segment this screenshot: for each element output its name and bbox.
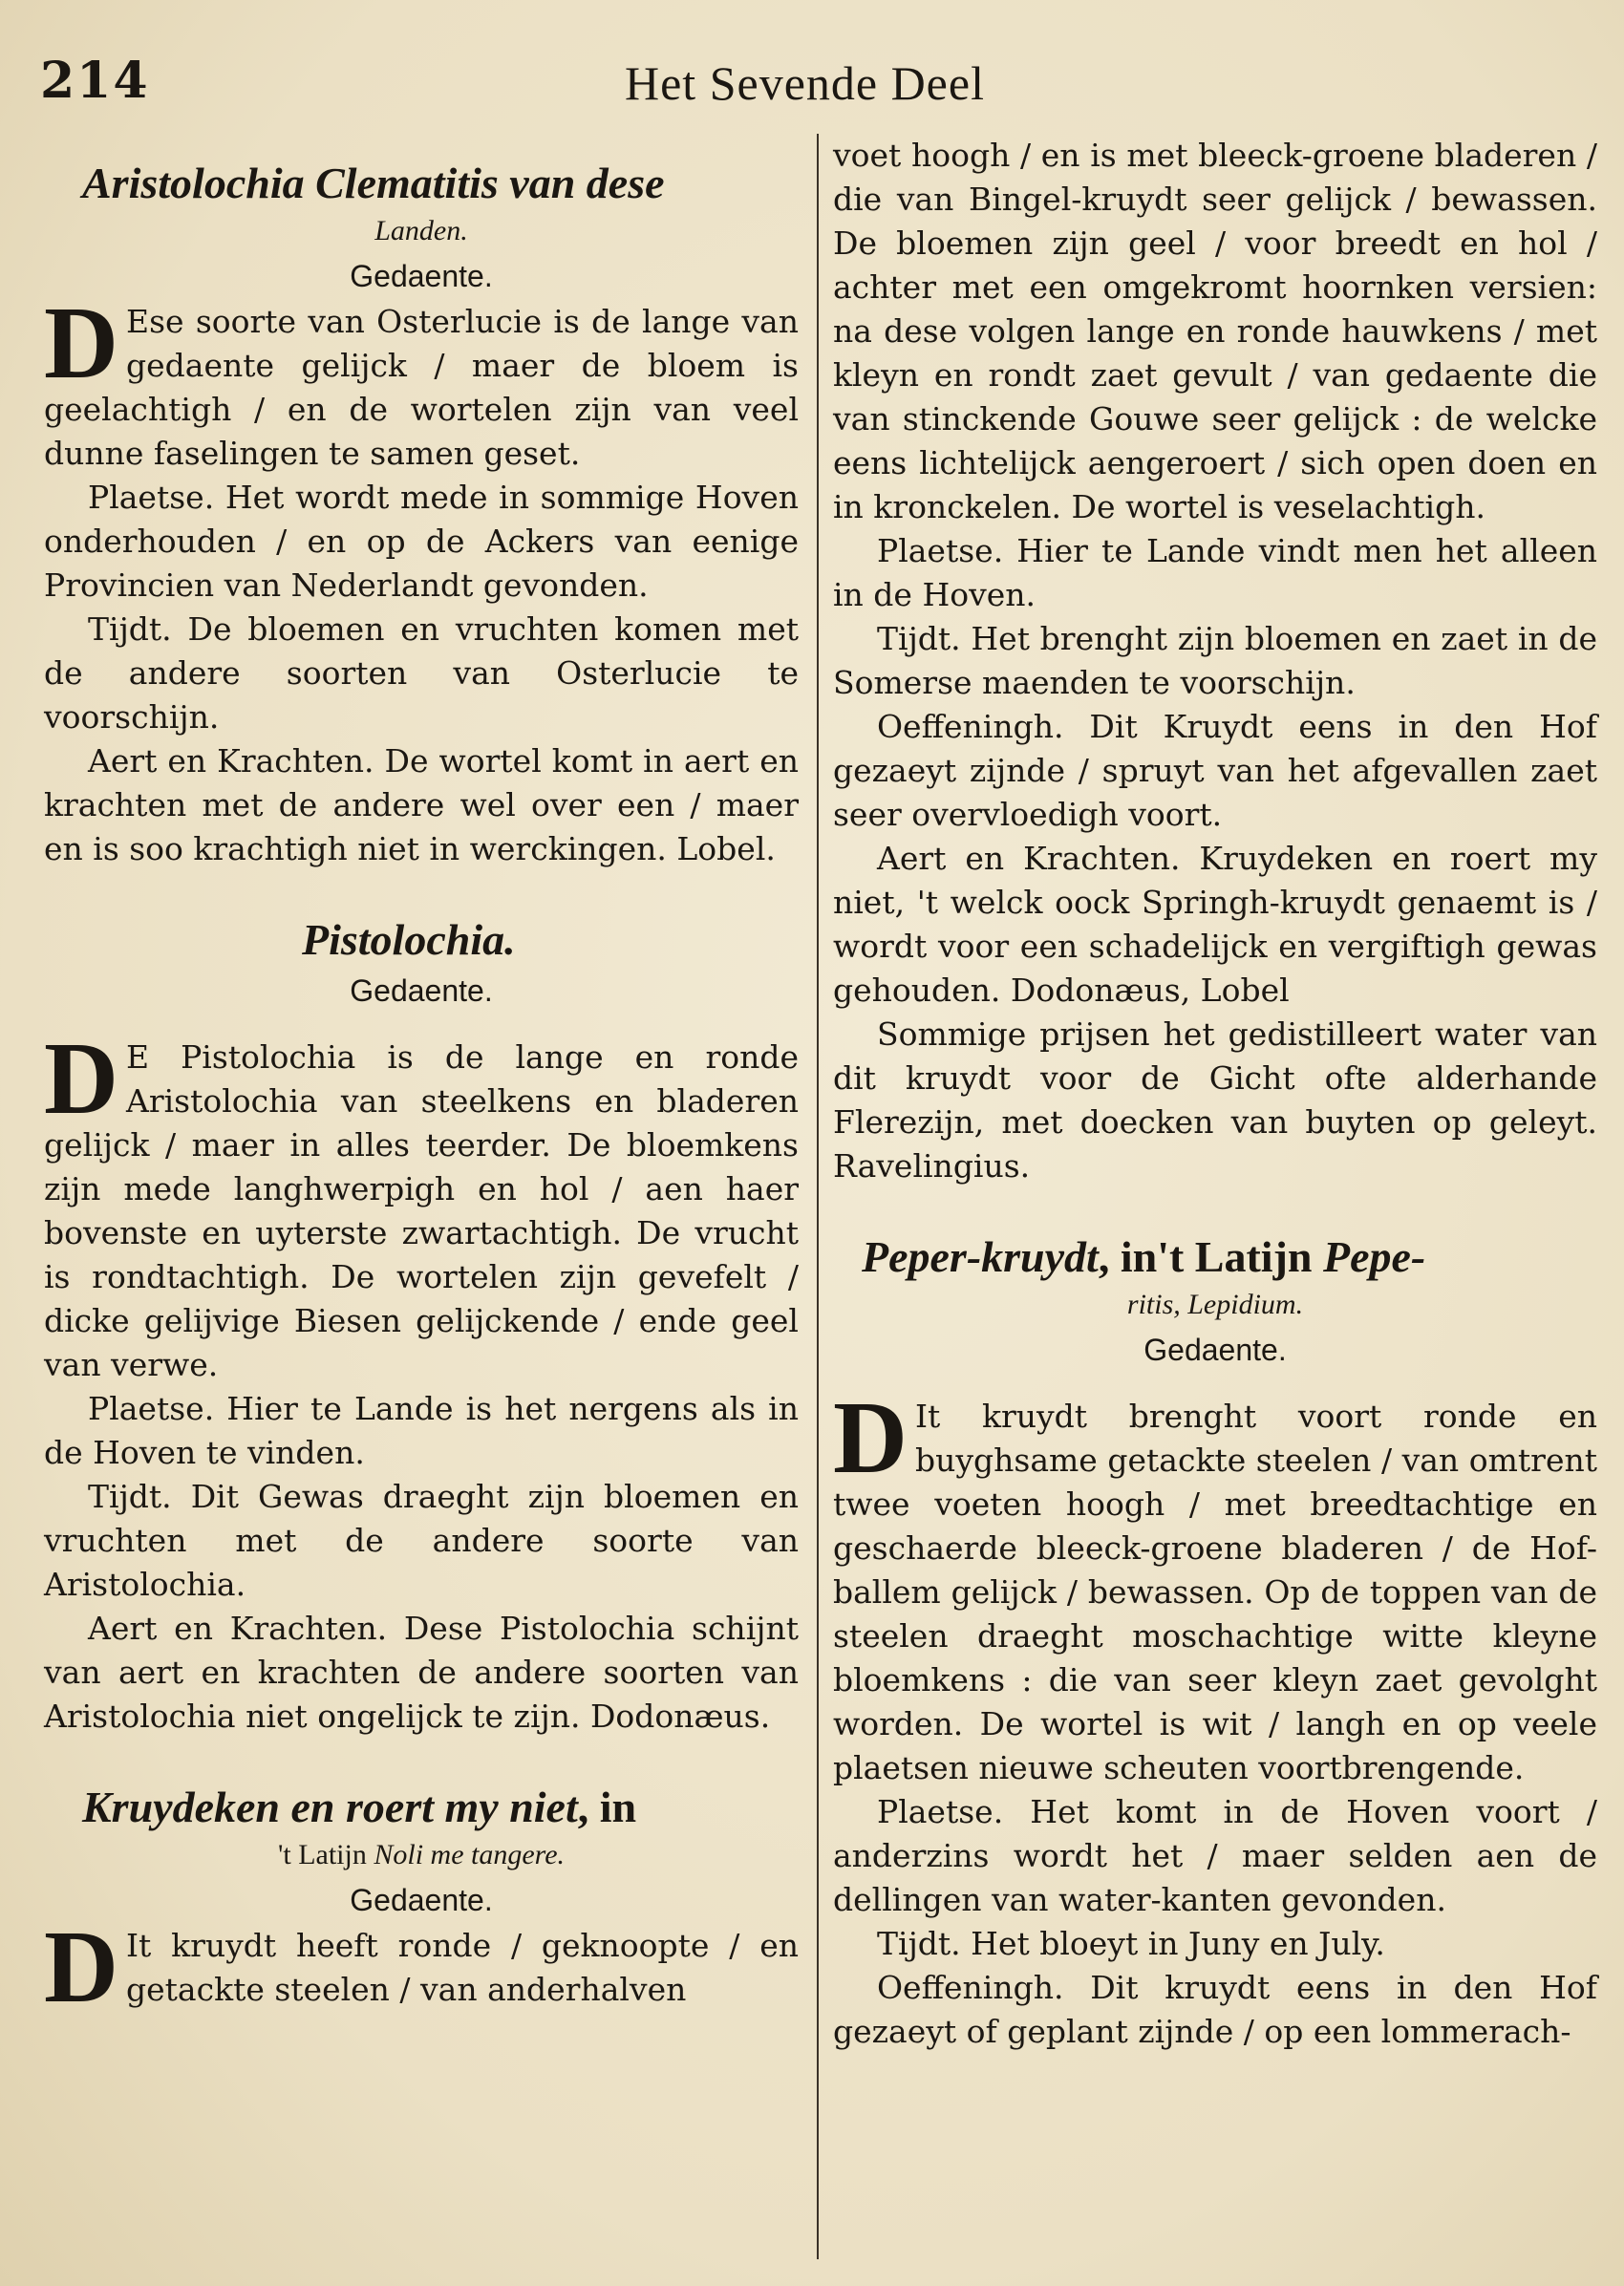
paragraph-description: D It kruydt brenght voort ronde en buyghsame getackte steelen / van omtrent twee voeten hoogh / met breedtachtige en geschaerde bleeck-groene bladeren / de Hof-ballem gelijck / bewassen. Op de toppen van de steelen draeght moschachtige witte kleyne bloemkens : die van seer kleyn zaet gevolght worden. De wortel is wit / langh en op veele plaetsen nieuwe scheuten voortbrengende. — [833, 1381, 1597, 1786]
paragraph-plaetse: Plaetse. Hier te Lande is het nergens als in de Hoven te vinden. — [44, 1390, 799, 1471]
running-title: Het Sevende Deel — [625, 56, 985, 110]
paragraph-description: D Ese soorte van Osterlucie is de lange van gedaente gelijck / maer de bloem is geelachtigh / en de wortelen zijn van veel dunne faselingen te samen geset. — [44, 287, 799, 472]
paragraph-aert-en-krachten: Aert en Krachten. De wortel komt in aert en krachten met de andere wel over een / maer en is soo krachtigh niet in werckingen. Lobel. — [44, 742, 799, 867]
paragraph-tijdt: Tijdt. De bloemen en vruchten komen met de andere soorten van Osterlucie te voorschijn. — [44, 610, 799, 736]
paragraph-gebruik: Sommige prijsen het gedistilleert water van dit kruydt voor de Gicht ofte alderhande Flerezijn, met doecken van buyten op geleyt. Ravelingius. — [833, 1015, 1597, 1185]
column-divider — [817, 134, 819, 2259]
article-subheading: Landen. — [374, 215, 468, 246]
paragraph-tijdt: Tijdt. Dit Gewas draeght zijn bloemen en vruchten met de andere soorte van Aristolochia. — [44, 1478, 799, 1603]
article-heading: Kruydeken en roert my niet, in — [82, 1783, 637, 1831]
section-label-gedaente: Gedaente. — [350, 259, 493, 293]
article-heading: Peper-kruydt, in't Latijn Pepe- — [862, 1232, 1426, 1281]
paragraph-tijdt: Tijdt. Het brenght zijn bloemen en zaet in de Somerse maenden te voorschijn. — [833, 620, 1597, 701]
paragraph-plaetse: Plaetse. Het wordt mede in sommige Hoven onderhouden / en op de Ackers van eenige Provincien van Nederlandt gevonden. — [44, 479, 799, 604]
article-kruydeken-continued — [833, 134, 1597, 1188]
left-column — [44, 134, 799, 2024]
article-peper-kruydt — [833, 1230, 1597, 2054]
paragraph-oeffeningh: Oeffeningh. Dit Kruydt eens in den Hof gezaeyt zijnde / spruyt van het afgevallen zaet seer overvloedigh voort. — [833, 708, 1597, 833]
paragraph-aert-en-krachten: Aert en Krachten. Dese Pistolochia schijnt van aert en krachten de andere soorten van Aristolochia niet ongelijck te zijn. Dodonæus. — [44, 1610, 799, 1735]
article-kruydeken-en-roert-my-niet — [44, 1781, 799, 2024]
article-subheading: 't Latijn Noli me tangere. — [277, 1839, 566, 1870]
drop-cap: D — [44, 1911, 118, 2024]
section-label-gedaente: Gedaente. — [1143, 1333, 1287, 1367]
drop-cap: D — [44, 1022, 118, 1136]
paragraph-description: D It kruydt heeft ronde / geknoopte / en getackte steelen / van anderhalven — [44, 1911, 799, 2024]
page-number: 214 — [40, 52, 150, 110]
paragraph-oeffeningh: Oeffeningh. Dit kruydt eens in den Hof gezaeyt of geplant zijnde / op een lommerach- — [833, 1969, 1597, 2050]
page-header — [23, 46, 1609, 132]
paragraph-description: D E Pistolochia is de lange en ronde Aristolochia van steelkens en bladeren gelijck / maer in alles teerder. De bloemkens zijn mede langhwerpigh en hol / aen haer bovenste en uyterste zwartachtigh. De vrucht is rondtachtigh. De wortelen zijn gevefelt / dicke gelijvige Biesen gelijckende / ende geel van verwe. — [44, 1022, 799, 1383]
article-heading: Pistolochia. — [302, 915, 516, 964]
paragraph-plaetse: Plaetse. Hier te Lande vindt men het alleen in de Hoven. — [833, 532, 1597, 613]
paragraph-tijdt: Tijdt. Het bloeyt in Juny en July. — [877, 1925, 1385, 1962]
right-column — [833, 134, 1597, 2054]
paragraph-plaetse: Plaetse. Het komt in de Hoven voort / anderzins wordt het / maer selden aen de dellingen van water-kanten gevonden. — [833, 1793, 1597, 1918]
section-label-gedaente: Gedaente. — [350, 973, 493, 1008]
drop-cap: D — [44, 287, 118, 400]
article-aristolochia-clematitis — [44, 134, 799, 871]
drop-cap: D — [833, 1381, 908, 1495]
paragraph-description-continued: voet hoogh / en is met bleeck-groene bladeren / die van Bingel-kruydt seer gelijck / bewassen. De bloemen zijn geel / voor breedt en hol / achter met een omgekromt hoornken versien: na dese volgen lange en ronde hauwkens / met kleyn en rondt zaet gevult / van gedaente die van stinckende Gouwe seer gelijck : de welcke eens lichtelijck aengeroert / sich open doen en in kronckelen. De wortel is veselachtigh. — [833, 137, 1597, 525]
paragraph-aert-en-krachten: Aert en Krachten. Kruydeken en roert my niet, 't welck oock Springh-kruydt genaemt is / wordt voor een schadelijck en vergiftigh gewas gehouden. Dodonæus, Lobel — [833, 840, 1597, 1009]
article-subheading: ritis, Lepidium. — [1126, 1289, 1304, 1320]
section-label-gedaente: Gedaente. — [350, 1883, 493, 1917]
article-heading: Aristolochia Clematitis van dese — [82, 159, 665, 207]
article-pistolochia — [44, 913, 799, 1739]
